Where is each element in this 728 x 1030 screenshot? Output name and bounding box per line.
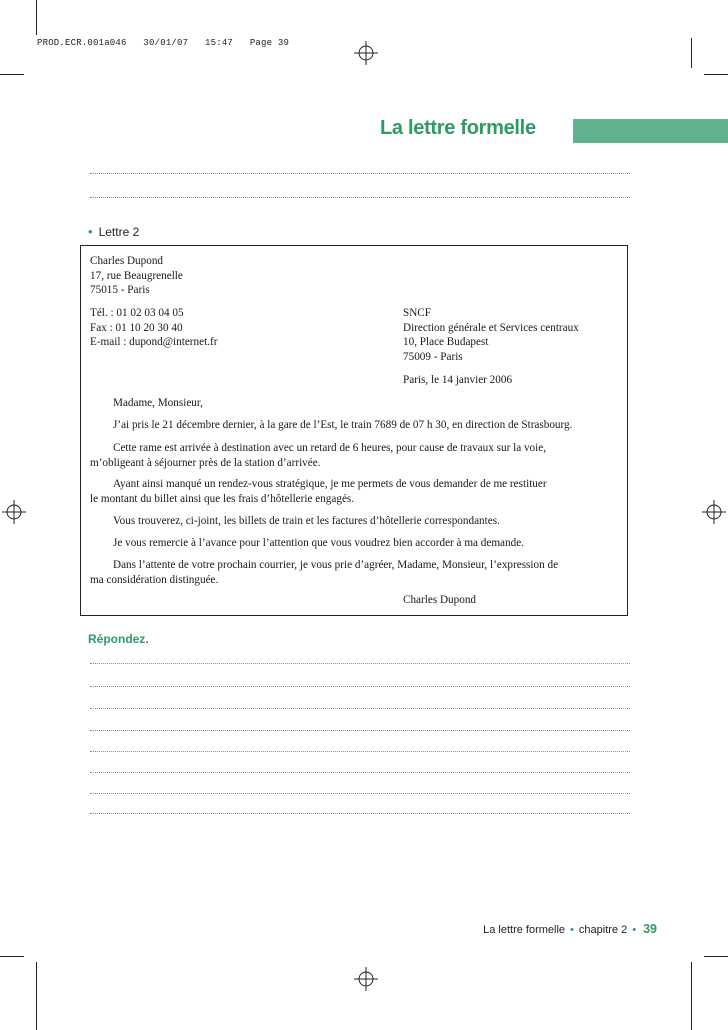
letter-paragraph [90,477,620,506]
sender-address [90,254,183,298]
page-title: La lettre formelle [380,117,536,139]
letter-paragraph [90,441,620,470]
crop-mark-top-right-v [691,38,692,68]
footer-bullet-icon: • [570,924,574,936]
answer-line[interactable] [90,813,630,814]
answer-line[interactable] [90,663,630,664]
footer-title: La lettre formelle [483,924,566,936]
registration-mark-top-icon [354,41,378,65]
paragraph-line: Je vous remercie à l’avance pour l’attention que vous voudrez bien accorder à ma demande. [113,537,524,549]
sender-name: Charles Dupond [90,255,164,267]
bullet-icon: • [88,224,93,239]
crop-mark-top-left-v [36,0,37,35]
letter-paragraph [90,558,620,587]
recipient-address [403,306,579,364]
crop-mark-top-left-h [0,74,24,75]
answer-line[interactable] [90,751,630,752]
recipient-department: Direction générale et Services centraux [403,321,579,334]
crop-mark-bottom-left-h [0,956,24,957]
sender-city: 75015 - Paris [90,284,150,296]
sender-email: E-mail : dupond@internet.fr [90,336,218,348]
answer-line[interactable] [90,793,630,794]
letter-box [80,245,628,616]
registration-mark-bottom-icon [354,967,378,991]
sender-contact [90,306,217,350]
page-number: 39 [643,922,657,936]
registration-mark-left-icon [2,500,26,524]
answer-label: Répondez. [88,632,149,646]
salutation: Madame, Monsieur, [113,397,203,409]
paragraph-line: Dans l’attente de votre prochain courrier, je vous prie d’agréer, Madame, Monsieur, l’expression de [113,559,559,571]
crop-mark-bottom-right-v [691,962,692,1030]
registration-mark-right-icon [702,500,726,524]
letter-paragraph [90,536,620,551]
sender-street: 17, rue Beaugrenelle [90,269,183,282]
footer-bullet-icon: • [632,924,637,936]
page-footer [483,922,657,936]
crop-mark-bottom-left-v [36,962,37,1030]
signature: Charles Dupond [403,594,477,606]
answer-line[interactable] [90,686,630,687]
print-slug: PROD.ECR.001a046 30/01/07 15:47 Page 39 [37,38,290,48]
paragraph-line: Cette rame est arrivée à destination avec un retard de 6 heures, pour cause de travaux sur la voie, [113,442,547,454]
answer-line[interactable] [90,772,630,773]
section-label [88,224,139,239]
recipient-name: SNCF [403,307,431,319]
paragraph-line: Ayant ainsi manqué un rendez-vous stratégique, je me permets de vous demander de me restituer [113,478,547,490]
paragraph-line: Vous trouverez, ci-joint, les billets de train et les factures d’hôtellerie correspondantes. [113,515,500,527]
answer-line[interactable] [90,730,630,731]
paragraph-line: m’obligeant à séjourner près de la station d’arrivée. [90,456,321,469]
paragraph-line: ma considération distinguée. [90,573,219,586]
writing-line [90,197,630,198]
section-label-text: Lettre 2 [98,225,140,239]
title-accent-bar [573,119,728,143]
sender-tel: Tél. : 01 02 03 04 05 [90,307,184,319]
recipient-city: 75009 - Paris [403,350,463,363]
answer-line[interactable] [90,708,630,709]
sender-fax: Fax : 01 10 20 30 40 [90,321,183,334]
footer-chapter: chapitre 2 [578,924,628,936]
place-date: Paris, le 14 janvier 2006 [403,374,513,386]
writing-line [90,173,630,174]
crop-mark-bottom-right-h [704,956,728,957]
recipient-street: 10, Place Budapest [403,336,489,348]
paragraph-line: J’ai pris le 21 décembre dernier, à la gare de l’Est, le train 7689 de 07 h 30, en direction de Strasbourg. [113,419,573,431]
crop-mark-top-right-h [704,74,728,75]
letter-paragraph [90,514,620,529]
paragraph-line: le montant du billet ainsi que les frais d’hôtellerie engagés. [90,492,355,505]
letter-paragraph [90,418,620,433]
